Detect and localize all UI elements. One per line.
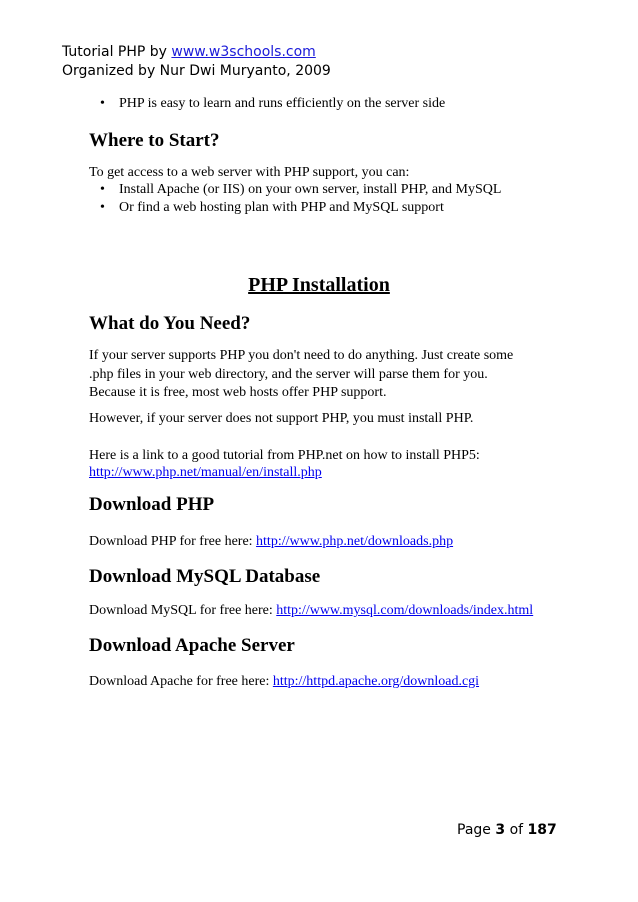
bullet-icon: •	[100, 200, 105, 215]
paragraph-text: Download Apache for free here:	[89, 674, 273, 689]
php-install-link[interactable]: http://www.php.net/manual/en/install.php	[89, 465, 322, 480]
heading-download-php: Download PHP	[89, 494, 215, 515]
heading-download-mysql: Download MySQL Database	[89, 566, 321, 587]
paragraph-text: Download MySQL for free here:	[89, 603, 277, 618]
heading-where-to-start: Where to Start?	[89, 130, 220, 151]
apache-download-link[interactable]: http://httpd.apache.org/download.cgi	[272, 674, 480, 689]
bullet-icon: •	[100, 96, 105, 111]
link-line	[89, 464, 559, 483]
list-item-text: Or find a web hosting plan with PHP and MySQL support	[119, 200, 444, 215]
paragraph	[89, 673, 559, 692]
heading-download-apache: Download Apache Server	[89, 635, 295, 656]
heading-what-do-you-need: What do You Need?	[89, 313, 251, 334]
header-prefix: Tutorial PHP by	[62, 44, 172, 60]
paragraph	[89, 602, 559, 621]
section-title: PHP Installation	[248, 274, 390, 296]
paragraph	[89, 533, 559, 552]
list-item-text: PHP is easy to learn and runs efficiently on the server side	[119, 96, 446, 111]
paragraph-text: Download PHP for free here:	[89, 534, 257, 549]
header-line-1	[62, 43, 331, 62]
php-download-link[interactable]: http://www.php.net/downloads.php	[256, 534, 454, 549]
page-footer	[457, 822, 557, 838]
header-line-2: Organized by Nur Dwi Muryanto, 2009	[62, 63, 331, 79]
list-item-text: Install Apache (or IIS) on your own server, install PHP, and MySQL	[119, 182, 502, 197]
list-item	[100, 181, 502, 199]
paragraph: However, if your server does not support PHP, you must install PHP.	[89, 411, 474, 426]
page-number: 3	[495, 822, 506, 838]
list-item	[100, 95, 446, 113]
page-header	[62, 43, 331, 81]
paragraph: To get access to a web server with PHP support, you can:	[89, 165, 410, 180]
list-item	[100, 199, 444, 217]
paragraph: If your server supports PHP you don't need to do anything. Just create some .php files in your web directory, and the server will parse them for you. Because it is free, most web hosts offer PHP support.	[89, 348, 514, 400]
bullet-icon: •	[100, 182, 105, 197]
paragraph: Here is a link to a good tutorial from PHP.net on how to install PHP5:	[89, 448, 480, 463]
mysql-download-link[interactable]: http://www.mysql.com/downloads/index.html	[276, 603, 534, 618]
of-word: of	[509, 822, 524, 838]
page-word: Page	[457, 822, 491, 838]
w3schools-link[interactable]: www.w3schools.com	[171, 44, 316, 60]
total-pages: 187	[527, 822, 557, 838]
